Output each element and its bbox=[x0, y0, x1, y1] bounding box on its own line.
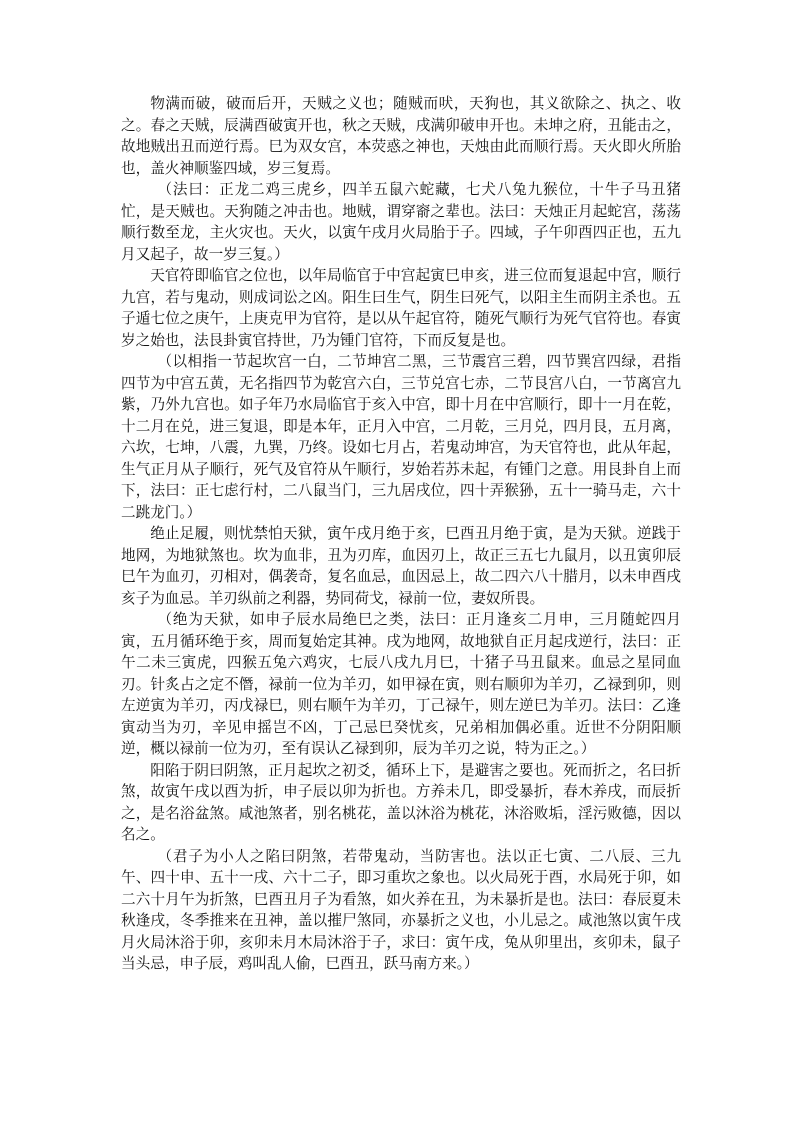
document-page bbox=[121, 93, 681, 975]
main-paragraph: 天官符即临官之位也，以年局临官于中宫起寅巳申亥，进三位而复退起中宫，顺行九宫，若与鬼动，则成词讼之凶。阳生曰生气，阴生曰死气，以阳主生而阴主杀也。五子遁七位之庚午，上庚克甲为官符，是以从午起官符，随死气顺行为死气官符也。春寅岁之始也，法艮卦寅官持世，乃为锺门官符，下而反复是也。 bbox=[121, 267, 681, 349]
annotation-paragraph: （以相指一节起坎宫一白，二节坤宫二黑，三节震宫三碧，四节巽宫四绿，君指四节为中宫五黄，无名指四节为乾宫六白，三节兑宫七赤，二节艮宫八白，一节离宫九紫，乃外九宫也。如子年乃水局临官于亥入中宫，即十月在中宫顺行，即十一月在乾，十二月在兑，进三复退，即是本年，正月入中宫，二月乾，三月兑，四月艮，五月离，六坎，七坤，八震，九巽，乃终。设如七月占，若鬼动坤宫，为天官符也，此从年起，生气正月从子顺行，死气及官符从午顺行，岁始若苏未起，有锺门之意。用艮卦自上而下，法曰：正七虑行村，二八鼠当门，三九居戌位，四十弄猴狲，五十一骑马走，六十二跳龙门。） bbox=[121, 353, 681, 521]
annotation-paragraph: （法曰：正龙二鸡三虎乡，四羊五鼠六蛇藏，七犬八兔九猴位，十牛子马丑猪忙，是天贼也。天狗随之冲击也。地贼，谓穿窬之辈也。法曰：天烛正月起蛇宫，荡荡顺行数至龙，主火灾也。天火，以寅午戌月火局胎于子。四域，子午卯酉四正也，五九月又起子，故一岁三复。） bbox=[121, 181, 681, 263]
main-paragraph: 物满而破，破而后开，天贼之义也；随贼而吠，天狗也，其义欲除之、执之、收之。春之天贼，辰满酉破寅开也，秋之天贼，戌满卯破申开也。未坤之府，丑能击之，故地贼出丑而逆行焉。巳为双女宫，本荧惑之神也，天烛由此而顺行焉。天火即火所胎也，盖火神顺鉴四域，岁三复焉。 bbox=[121, 95, 681, 177]
annotation-paragraph: （君子为小人之陷曰阴煞，若带鬼动，当防害也。法以正七寅、二八辰、三九午、四十申、五十一戌、六十二子，即习重坎之象也。以火局死于酉，水局死于卯，如二六十月午为折煞，巳酉丑月子为看煞，如火养在丑，为未暴折是也。法曰：春辰夏未秋逢戌，冬季推来在丑神，盖以摧尸煞同，亦暴折之义也，小儿忌之。咸池煞以寅午戌月火局沐浴于卯，亥卯未月木局沐浴于子，求曰：寅午戌，兔从卯里出，亥卯未，鼠子当头忌，申子辰，鸡叫乱人偷，巳酉丑，跃马南方来。） bbox=[121, 847, 681, 972]
annotation-paragraph: （绝为天狱，如申子辰水局绝巳之类，法曰：正月逢亥二月申，三月随蛇四月寅，五月循环绝于亥，周而复始定其神。戌为地网，故地狱自正月起戌逆行，法曰：正午二未三寅虎，四猴五兔六鸡灾，七辰八戌九月巳，十猪子马丑鼠来。血忌之星同血刃。针炙占之定不僭，禄前一位为羊刃，如甲禄在寅，则右顺卯为羊刃，乙禄到卯，则左逆寅为羊刃，丙戊禄巳，则右顺午为羊刃，丁己禄午，则左逆巳为羊刃。法曰：乙逢寅动当为刃，辛见申摇岂不凶，丁己忌巳癸忧亥，兄弟相加偶必重。近世不分阴阳顺逆，概以禄前一位为刃，至有误认乙禄到卯，辰为羊刃之说，特为正之。） bbox=[121, 611, 681, 757]
main-paragraph: 绝止足履，则忧禁怕天狱，寅午戌月绝于亥，巳酉丑月绝于寅，是为天狱。逆践于地网，为地狱煞也。坎为血非，丑为刃库，血因刃上，故正三五七九鼠月，以丑寅卯辰巳午为血刃，刃相对，偶袭奇，复名血忌，血因忌上，故二四六八十腊月，以未申酉戌亥子为血忌。羊刃纵前之利器，势同荷戈，禄前一位，妻奴所畏。 bbox=[121, 525, 681, 607]
main-paragraph: 阳陷于阴曰阴煞，正月起坎之初爻，循环上下，是避害之要也。死而折之，名曰折煞，故寅午戌以酉为折，申子辰以卯为折也。方养未几，即受暴折，春木养戌，而辰折之，是名浴盆煞。咸池煞者，别名桃花，盖以沐浴为桃花，沐浴败垢，淫污败德，因以名之。 bbox=[121, 761, 681, 843]
